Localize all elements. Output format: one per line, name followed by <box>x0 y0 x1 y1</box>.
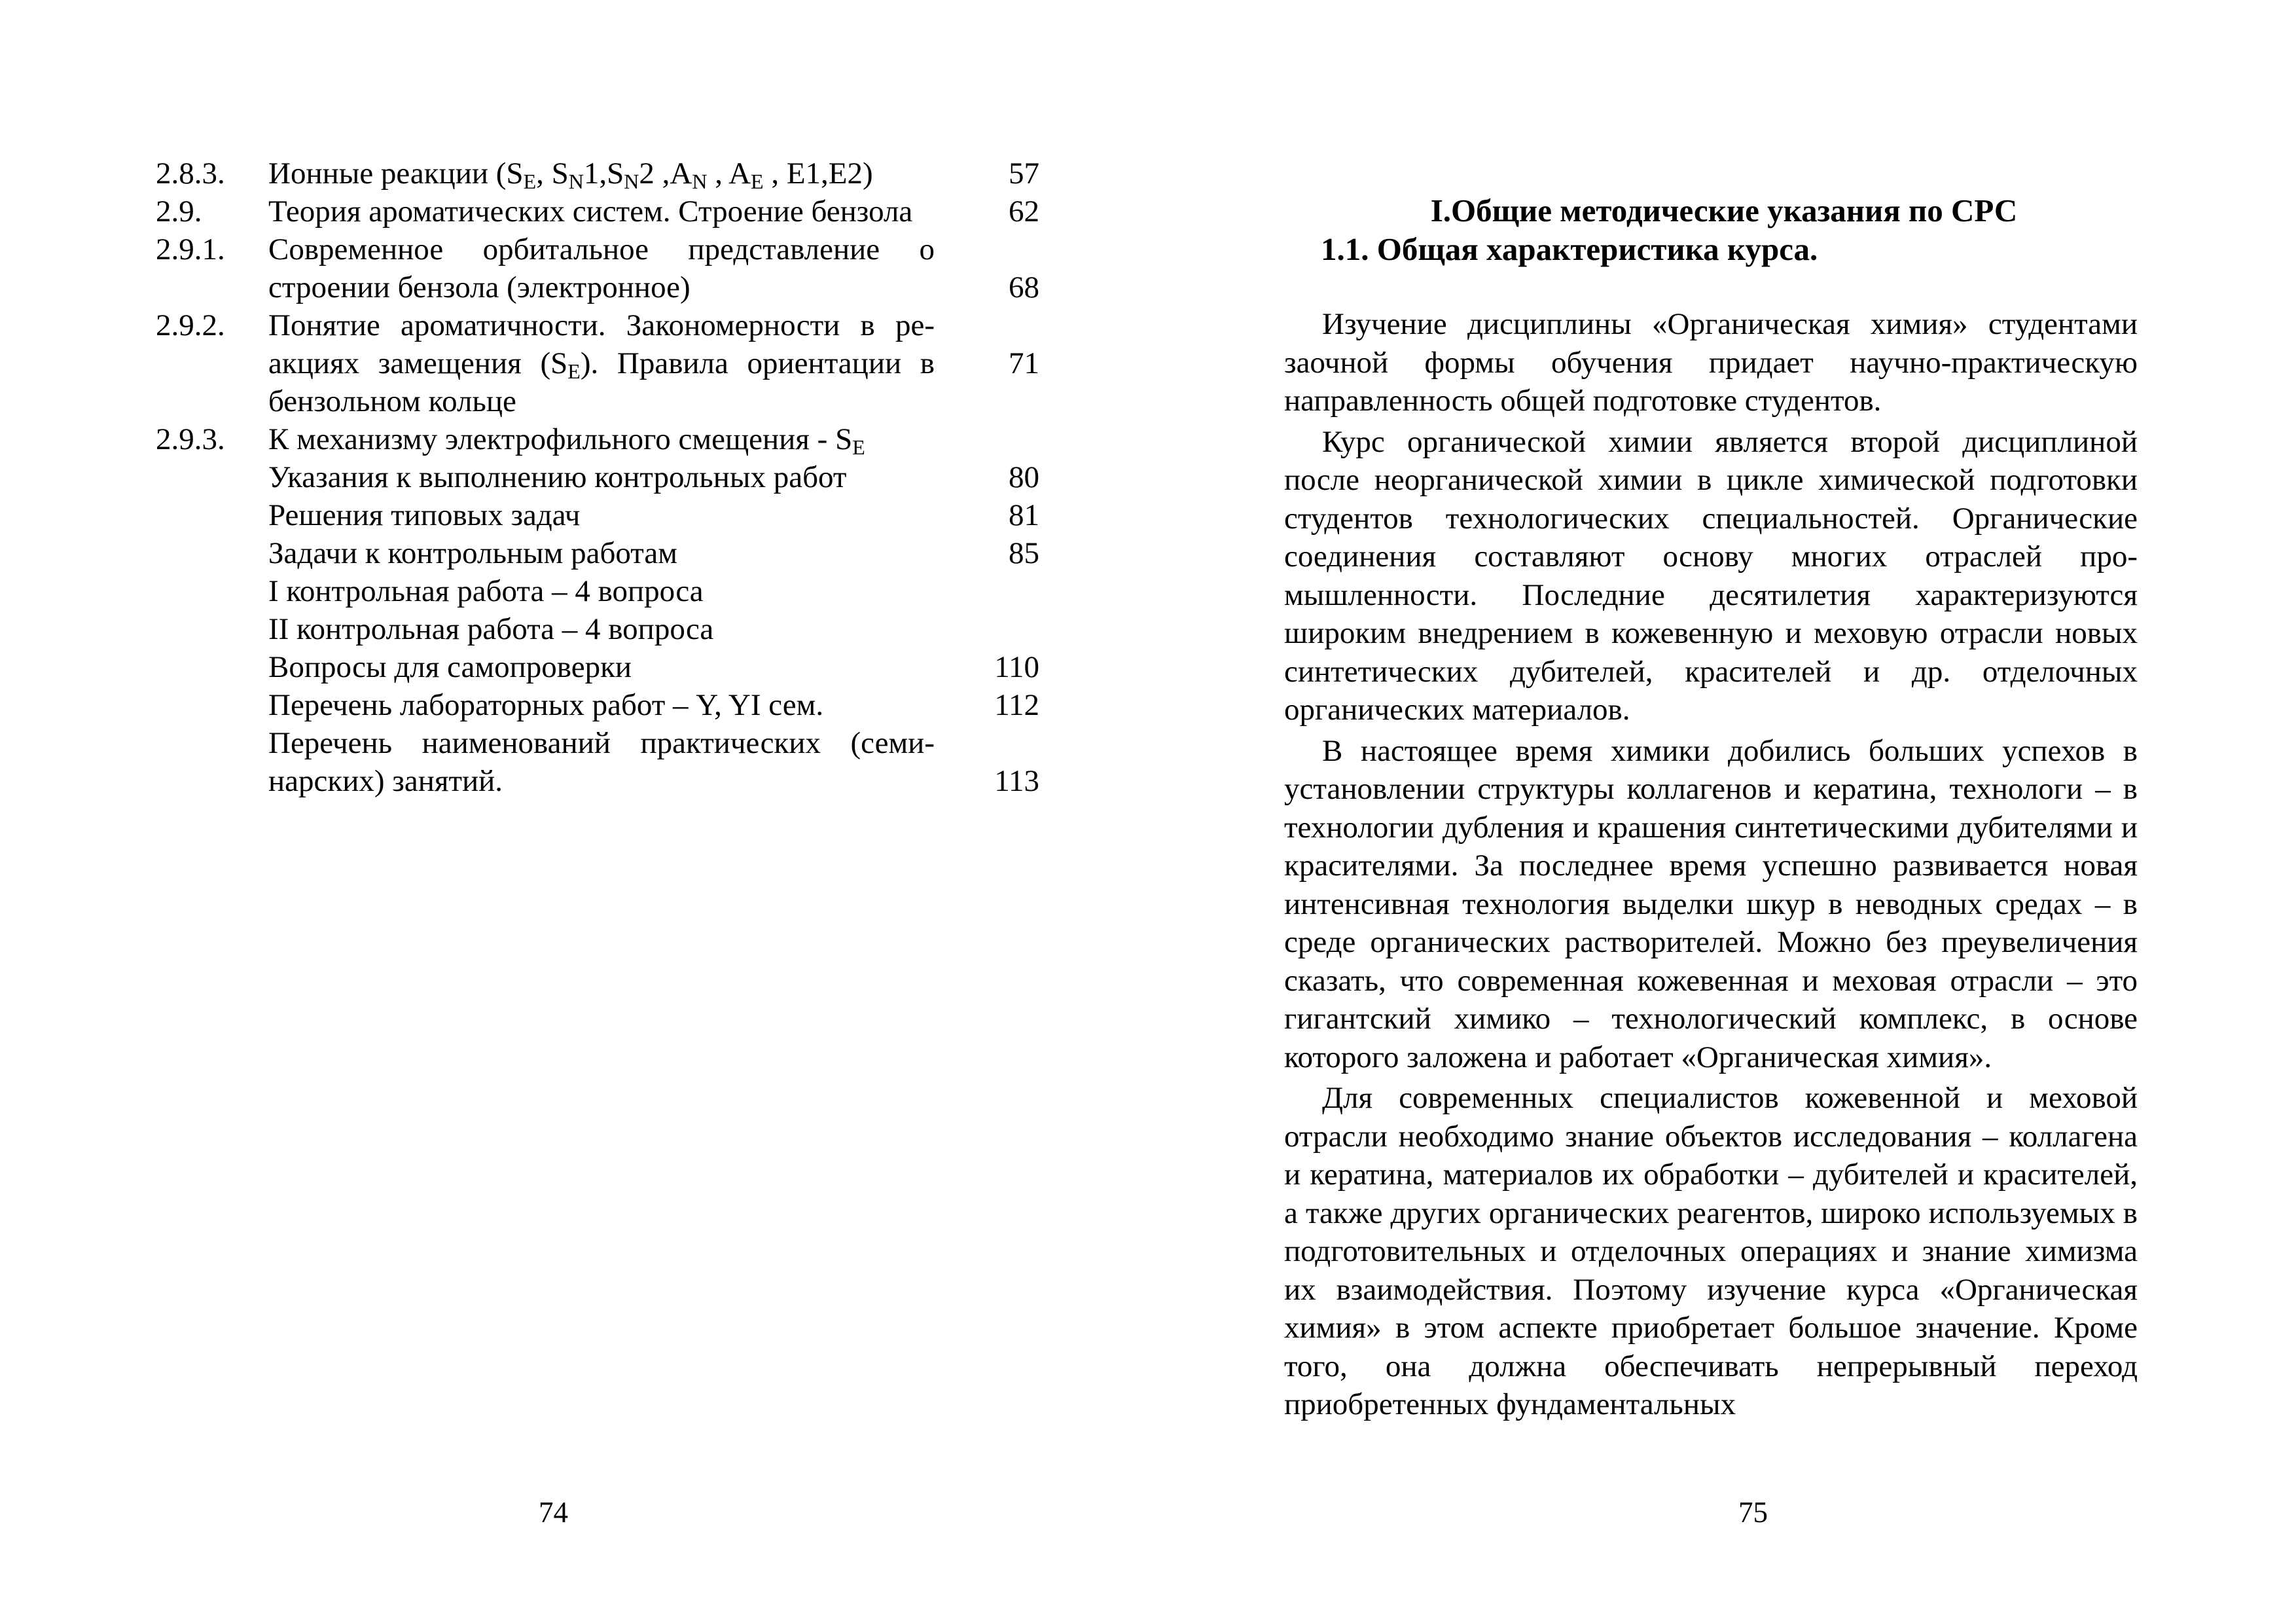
toc-entry <box>156 155 1039 192</box>
subsection-heading: 1.1. Общая характеристика курса. <box>1321 231 1818 267</box>
toc-entry-title: Ионные реакции ($S_E$, $S_N1,S_N2$ $,A_N$ , $A_E$ , E1,E2) <box>268 156 873 193</box>
toc-entry-number: 2.9.3. <box>156 422 225 456</box>
toc-entry-number: 2.9. <box>156 194 202 228</box>
toc-entry-title: Решения типовых задач <box>268 498 581 532</box>
toc-entry-title: К механизму электрофильного смещения - $S_E$ <box>268 422 865 459</box>
toc-entry <box>156 686 1039 724</box>
toc-entry-title: Указания к выполнению контрольных работ <box>268 460 847 494</box>
toc-entry <box>156 724 1039 800</box>
toc-entry-page: 57 <box>1009 156 1039 191</box>
toc-entry-title: Понятие ароматичности. Закономерности в реакциях замещения $(S_E)$. Правила ориентации в бензольном кольце <box>268 308 935 418</box>
paragraph: Изучение дисциплины «Органическая химия» студентами заочной формы обучения придает научно-практическую направленность общей подготовке студентов. <box>1284 307 2138 418</box>
toc-entry-page: 85 <box>1009 536 1039 570</box>
toc-entry-number: 2.9.2. <box>156 308 225 342</box>
toc-entry-page: 113 <box>994 764 1039 798</box>
toc-entry <box>156 534 1039 572</box>
toc-entry <box>156 420 1039 458</box>
toc-entry <box>156 496 1039 534</box>
toc-entry <box>156 306 1039 420</box>
right-page-content <box>1284 191 2138 1427</box>
toc-entry <box>156 572 1039 610</box>
paragraph: Для современных специалистов кожевенной и меховой отрасли необходимо знание объектов исследования – коллагена и кератина, материалов их обработки – дубителей и красителей, а также других органических реагентов, широко используемых в подготовительных и отделочных операциях и знание химизма их взаимодействия. Поэтому изучение курса «Органическая химия» в этом аспекте приобретает большое значение. Кроме того, она должна обеспечивать непрерывный переход приобретенных фундаментальных <box>1284 1081 2138 1421</box>
toc-entry-page: 68 <box>1009 270 1039 304</box>
page-number-left: 74 <box>539 1496 568 1529</box>
toc-entry-title: Перечень наименований практических (семинарских) занятий. <box>268 726 935 798</box>
toc-entry <box>156 610 1039 648</box>
toc-entry <box>156 648 1039 686</box>
toc-entry <box>156 230 1039 306</box>
toc-entry-title: I контрольная работа – 4 вопроса <box>268 574 704 608</box>
toc-entry-title: Вопросы для самопроверки <box>268 650 632 684</box>
body-text <box>1284 305 2138 1424</box>
toc-entry-title: Современное орбитальное представление о строении бензола (электронное) <box>268 232 935 304</box>
toc-entry-page: 110 <box>994 650 1039 684</box>
toc-entry-page: 71 <box>1009 346 1039 380</box>
toc-entry <box>156 458 1039 496</box>
toc-entry-page: 80 <box>1009 460 1039 494</box>
page-number-right: 75 <box>1738 1496 1768 1529</box>
toc-entry-page: 81 <box>1009 498 1039 532</box>
paragraph: В настоящее время химики добились больших успехов в установлении структуры коллагенов и кератина, технологи – в технологии дубления и крашения синтетическими дубителями и красителями. За последнее время успешно развивается новая интенсивная технология выделки шкур в неводных средах – в среде органических растворителей. Можно без преувеличения сказать, что современная кожевенная и меховая отрасли – это гигантский химико – технологический комплекс, в основе которого заложена и работает «Органическая химия». <box>1284 733 2138 1074</box>
toc-entry-title: Перечень лабораторных работ – Y, YI сем. <box>268 688 824 722</box>
paragraph: Курс органической химии является второй дисциплиной после неорганической химии в цикле химической подготовки студентов технологических специальностей. Органические соединения составляют основу многих отраслей промышленности. Последние десятилетия характеризуются широким внедрением в кожевенную и меховую отрасли новых синтетических дубителей, красителей и др. отделочных органических материалов. <box>1284 424 2138 727</box>
toc-entry-page: 112 <box>994 688 1039 722</box>
toc-entry <box>156 192 1039 230</box>
toc-entry-title: II контрольная работа – 4 вопроса <box>268 612 714 646</box>
toc-entry-number: 2.9.1. <box>156 232 225 266</box>
toc-entry-title: Теория ароматических систем. Строение бензола <box>268 194 913 228</box>
section-heading: I.Общие методические указания по СРС <box>1430 192 2018 228</box>
toc-entry-number: 2.8.3. <box>156 156 225 191</box>
toc-entry-page: 62 <box>1009 194 1039 228</box>
table-of-contents <box>156 155 1039 800</box>
toc-entry-title: Задачи к контрольным работам <box>268 536 677 570</box>
